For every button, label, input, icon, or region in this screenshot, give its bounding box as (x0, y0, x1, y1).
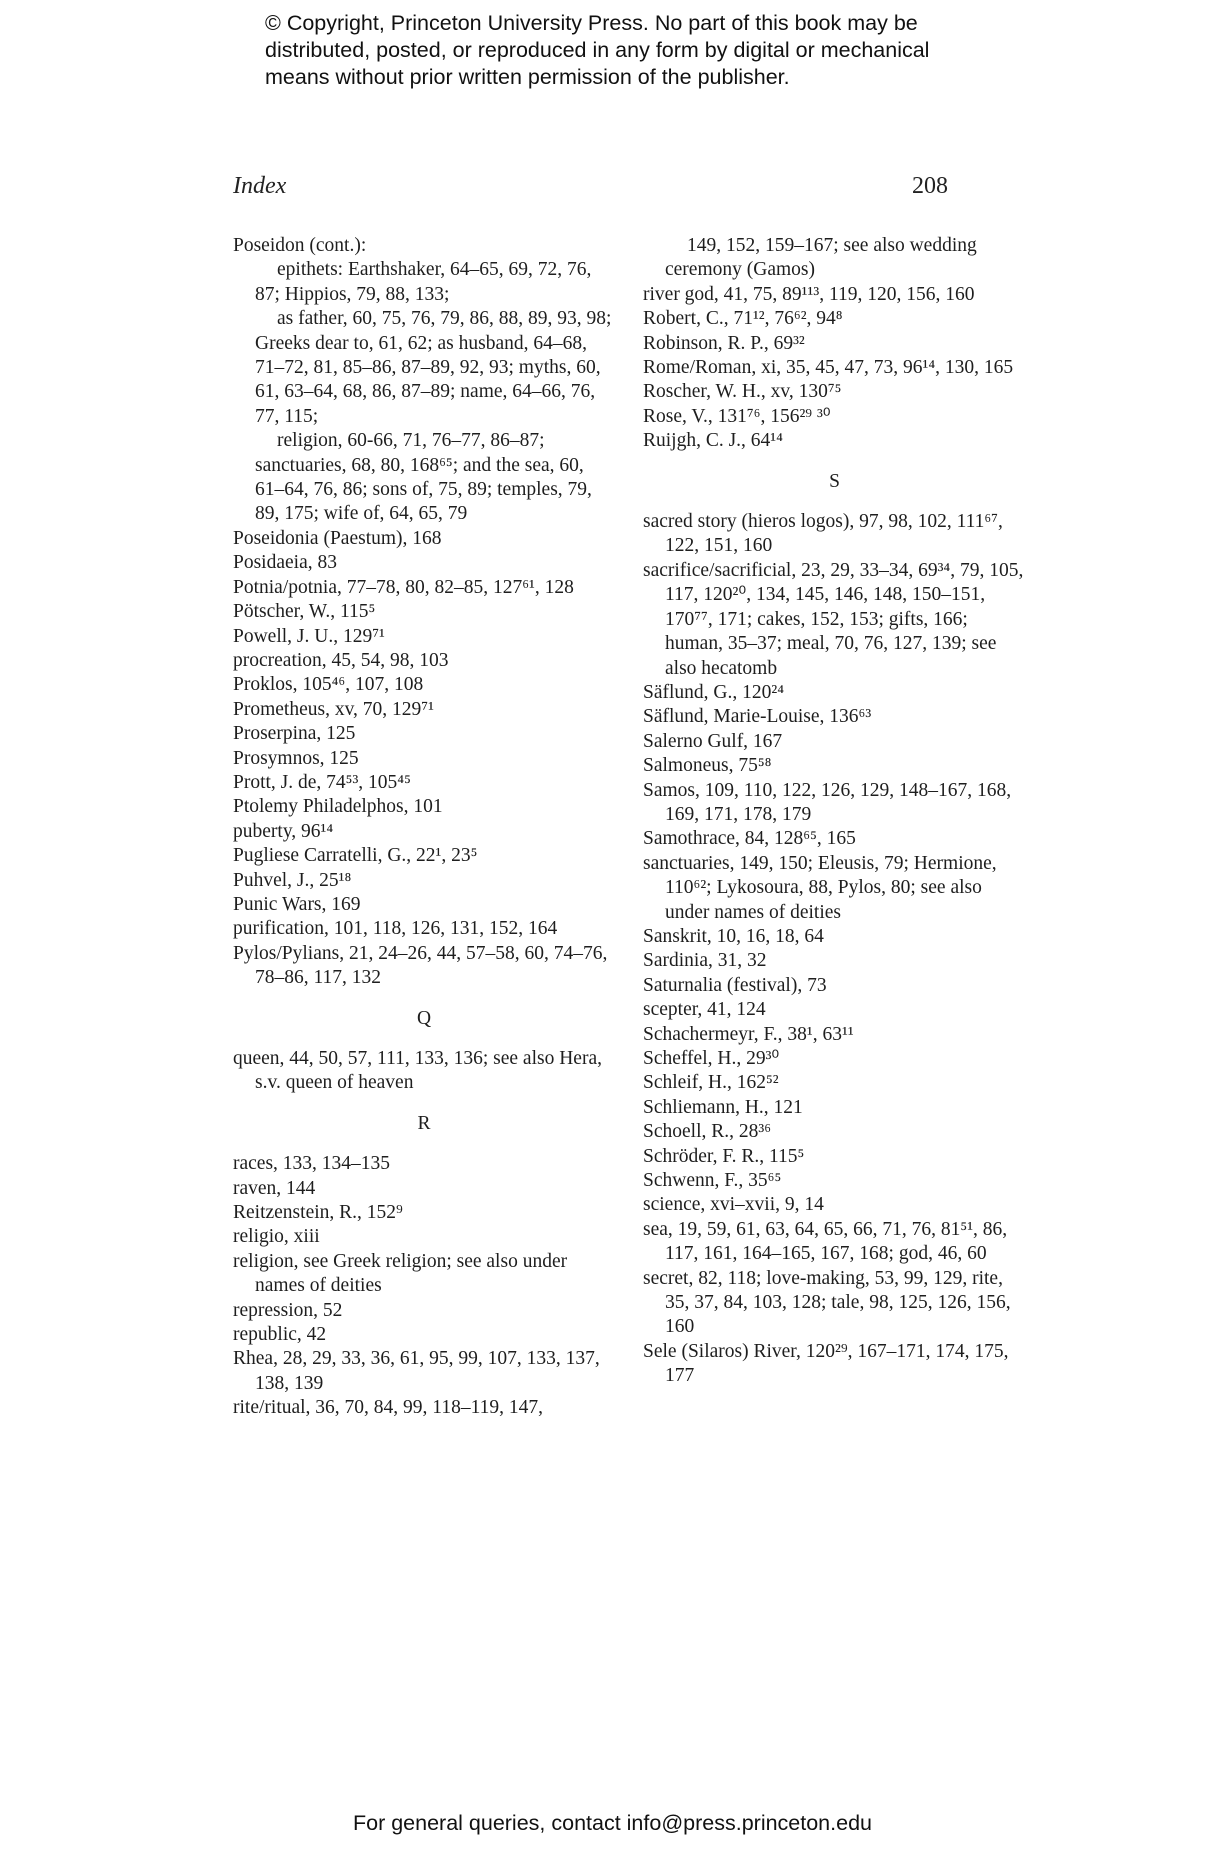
index-entry: Säflund, G., 120²⁴ (643, 681, 785, 703)
index-entry: Samothrace, 84, 128⁶⁵, 165 (643, 828, 856, 850)
index-column-right (643, 234, 1026, 1389)
index-entry: religio, xiii (233, 1226, 320, 1248)
index-entry: Puhvel, J., 25¹⁸ (233, 869, 352, 891)
section-letter-r: R (417, 1112, 431, 1134)
index-entry: Ptolemy Philadelphos, 101 (233, 796, 443, 818)
index-entry: scepter, 41, 124 (643, 999, 766, 1021)
copyright-notice (265, 10, 1025, 91)
index-entry: Saturnalia (festival), 73 (643, 974, 827, 996)
index-entry: Pugliese Carratelli, G., 22¹, 23⁵ (233, 845, 478, 867)
index-entry: Proklos, 105⁴⁶, 107, 108 (233, 674, 424, 696)
section-letter-q: Q (416, 1007, 432, 1029)
footer-contact: For general queries, contact info@press.princeton.edu (352, 1811, 872, 1835)
index-entry: sacrifice/sacrificial, 23, 29, 33–34, 69³⁴, 79, 105, 117, 120²⁰, 134, 145, 146, 148, 150–151, 170⁷⁷, 171; cakes, 152, 153; gifts, 166; human, 35–37; meal, 70, 76, 127, 139; see also hecatomb (643, 559, 1024, 679)
index-entry: Schoell, R., 28³⁶ (643, 1121, 772, 1143)
index-entry: Poseidonia (Paestum), 168 (233, 527, 442, 549)
index-subentry: epithets: Earthshaker, 64–65, 69, 72, 76, 87; Hippios, 79, 88, 133; (255, 259, 592, 305)
index-entry: Roscher, W. H., xv, 130⁷⁵ (643, 381, 842, 403)
index-subentry: religion, 60-66, 71, 76–77, 86–87; sanctuaries, 68, 80, 168⁶⁵; and the sea, 60, 61–64, 76, 86; sons of, 75, 89; temples, 79, 89, 175; wife of, 64, 65, 79 (255, 430, 592, 525)
index-entry: Samos, 109, 110, 122, 126, 129, 148–167, 168, 169, 171, 178, 179 (643, 779, 1012, 825)
index-entry: Ruijgh, C. J., 64¹⁴ (643, 430, 783, 452)
index-entry: Rhea, 28, 29, 33, 36, 61, 95, 99, 107, 133, 137, 138, 139 (233, 1348, 600, 1394)
index-entry: Prosymnos, 125 (233, 747, 359, 769)
index-entry: river god, 41, 75, 89¹¹³, 119, 120, 156, 160 (643, 283, 975, 305)
section-letter-s: S (829, 470, 840, 492)
index-entry: Scheffel, H., 29³⁰ (643, 1048, 780, 1069)
copyright-line: means without prior written permission of the publisher. (265, 65, 790, 89)
index-entry: republic, 42 (233, 1324, 327, 1346)
index-entry: Potnia/potnia, 77–78, 80, 82–85, 127⁶¹, 128 (233, 576, 574, 598)
index-entry: purification, 101, 118, 126, 131, 152, 164 (233, 918, 558, 940)
index-entry: sea, 19, 59, 61, 63, 64, 65, 66, 71, 76, 81⁵¹, 86, 117, 161, 164–165, 167, 168; god, 46, 60 (643, 1218, 1008, 1265)
index-entry: science, xvi–xvii, 9, 14 (643, 1194, 824, 1216)
index-entry: Schleif, H., 162⁵² (643, 1072, 779, 1094)
copyright-line: © Copyright, Princeton University Press. No part of this book may be (265, 11, 918, 35)
index-entry: races, 133, 134–135 (233, 1153, 391, 1175)
index-entry: Poseidon (cont.): (233, 235, 367, 256)
index-entry: Schachermeyr, F., 38¹, 63¹¹ (643, 1023, 854, 1045)
index-entry: religion, see Greek religion; see also under names of deities (233, 1250, 568, 1297)
index-entry: Pötscher, W., 115⁵ (233, 601, 376, 623)
index-entry: Sele (Silaros) River, 120²⁹, 167–171, 174, 175, 177 (643, 1340, 1009, 1387)
index-entry: Powell, J. U., 129⁷¹ (233, 625, 385, 647)
index-entry: sacred story (hieros logos), 97, 98, 102, 111⁶⁷, 122, 151, 160 (643, 511, 1003, 557)
index-entry: raven, 144 (233, 1177, 316, 1199)
index-entry: Reitzenstein, R., 152⁹ (233, 1202, 403, 1224)
index-entry: Robinson, R. P., 69³² (643, 332, 805, 354)
index-entry: Proserpina, 125 (233, 723, 356, 745)
index-entry: Salmoneus, 75⁵⁸ (643, 755, 772, 777)
index-entry: Rose, V., 131⁷⁶, 156²⁹ ³⁰ (643, 405, 831, 427)
index-entry: procreation, 45, 54, 98, 103 (233, 649, 449, 671)
index-column-left (233, 234, 615, 1421)
index-entry: rite/ritual, 36, 70, 84, 99, 118–119, 147, (233, 1397, 543, 1419)
index-entry: Punic Wars, 169 (233, 893, 361, 915)
index-entry: repression, 52 (233, 1299, 343, 1321)
index-entry: Rome/Roman, xi, 35, 45, 47, 73, 96¹⁴, 130, 165 (643, 357, 1014, 379)
index-entry: Prometheus, xv, 70, 129⁷¹ (233, 698, 434, 720)
index-entry: secret, 82, 118; love-making, 53, 99, 129, rite, 35, 37, 84, 103, 128; tale, 98, 125, 126, 156, 160 (643, 1267, 1011, 1338)
index-entry: queen, 44, 50, 57, 111, 133, 136; see also Hera, s.v. queen of heaven (233, 1048, 602, 1094)
index-subentry: as father, 60, 75, 76, 79, 86, 88, 89, 93, 98; Greeks dear to, 61, 62; as husband, 64–68, 71–72, 81, 85–86, 87–89, 92, 93; myths, 60, 61, 63–64, 68, 86, 87–89; name, 64–66, 76, 77, 115; (255, 308, 612, 427)
page-number: 208 (912, 173, 948, 199)
index-entry: Prott, J. de, 74⁵³, 105⁴⁵ (233, 771, 411, 793)
index-entry: puberty, 96¹⁴ (233, 820, 334, 842)
index-continuation: 149, 152, 159–167; see also wedding ceremony (Gamos) (665, 235, 977, 281)
running-head (233, 173, 948, 207)
index-entry: Posidaeia, 83 (233, 552, 337, 574)
index-entry: Pylos/Pylians, 21, 24–26, 44, 57–58, 60, 74–76, 78–86, 117, 132 (233, 942, 608, 989)
index-entry: Säflund, Marie-Louise, 136⁶³ (643, 706, 872, 728)
index-title: Index (233, 173, 287, 199)
index-entry: Schliemann, H., 121 (643, 1096, 803, 1118)
index-entry: Sardinia, 31, 32 (643, 950, 767, 972)
copyright-line: distributed, posted, or reproduced in any form by digital or mechanical (265, 38, 930, 62)
index-entry: Schröder, F. R., 115⁵ (643, 1145, 805, 1167)
index-entry: Salerno Gulf, 167 (643, 730, 783, 752)
index-entry: Sanskrit, 10, 16, 18, 64 (643, 925, 824, 947)
index-entry: sanctuaries, 149, 150; Eleusis, 79; Hermione, 110⁶²; Lykosoura, 88, Pylos, 80; see also under names of deities (643, 852, 997, 923)
index-entry: Robert, C., 71¹², 76⁶², 94⁸ (643, 308, 843, 330)
index-entry: Schwenn, F., 35⁶⁵ (643, 1170, 782, 1192)
